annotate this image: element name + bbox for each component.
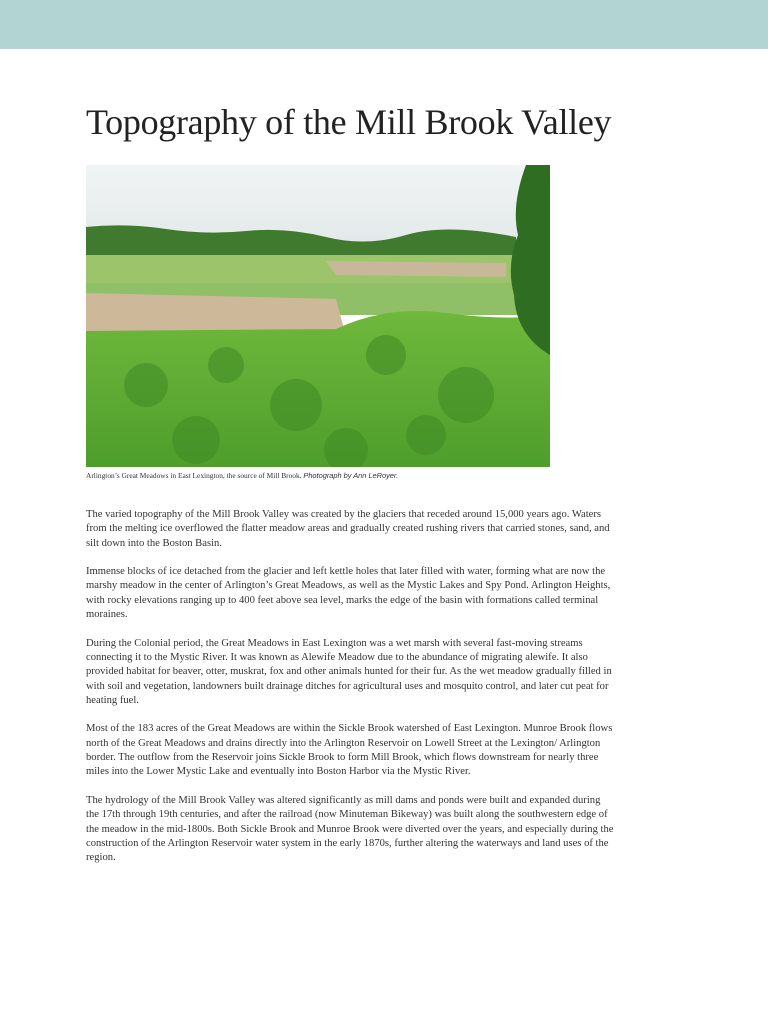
paragraph-hydrology: The hydrology of the Mill Brook Valley was altered significantly as mill dams and ponds were built and expanded during the 17th through 19th centuries, and after the railroad (now Minuteman Bikeway) was built along the southwestern edge of the meadow in the mid-1800s. Both Sickle Brook and Munroe Brook were diverted over the years, and especially during the construction of the Arlington Reservoir water system in the early 1870s, further altering the waterways and land uses of the region. <box>86 794 614 864</box>
meadow-photo-illustration <box>86 165 550 467</box>
paragraph-watershed: Most of the 183 acres of the Great Meadows are within the Sickle Brook watershed of East Lexington. Munroe Brook flows north of the Great Meadows and drains directly into the Arlington Reservoir on Lowell Street at the Lexington/ Arlington border. The outflow from the Reservoir joins Sickle Brook to form Mill Brook, which flows downstream for nearly three miles into the Lower Mystic Lake and eventually into Boston Harbor via the Mystic River. <box>86 723 613 778</box>
page-title: Topography of the Mill Brook Valley <box>86 102 612 142</box>
header-band <box>0 0 768 49</box>
paragraph-colonial-period: During the Colonial period, the Great Meadows in East Lexington was a wet marsh with several fast-moving streams connecting it to the Mystic River. It was known as Alewife Meadow due to the abundance of migrating alewife. It also provided habitat for beaver, otter, muskrat, fox and other animals hunted for their fur. As the wet meadow gradually filled in with soil and vegetation, landowners built drainage ditches for agricultural uses and mosquito control, and later cut peat for heating fuel. <box>86 637 612 706</box>
paragraph-kettle-holes: Immense blocks of ice detached from the glacier and left kettle holes that later filled with water, forming what are now the marshy meadow in the center of Arlington’s Great Meadows, as well as the Mystic Lakes and Spy Pond. Arlington Heights, with rocky elevations ranging up to 400 feet above sea level, marks the edge of the basin with formations called terminal moraines. <box>86 566 611 621</box>
article-body <box>86 508 614 880</box>
meadow-photo <box>86 165 550 467</box>
caption-text: Arlington’s Great Meadows in East Lexington, the source of Mill Brook. <box>86 471 302 480</box>
photo-caption <box>86 471 398 480</box>
far-reeds <box>326 261 506 277</box>
reed-bed <box>86 293 344 333</box>
photo-credit: Photograph by Ann LeRoyer. <box>303 471 399 480</box>
paragraph-glacial-origins: The varied topography of the Mill Brook Valley was created by the glaciers that receded around 15,000 years ago. Waters from the melting ice overflowed the flatter meadow areas and gradually created rushing rivers that carried stones, sand, and silt down into the Boston Basin. <box>86 509 610 549</box>
